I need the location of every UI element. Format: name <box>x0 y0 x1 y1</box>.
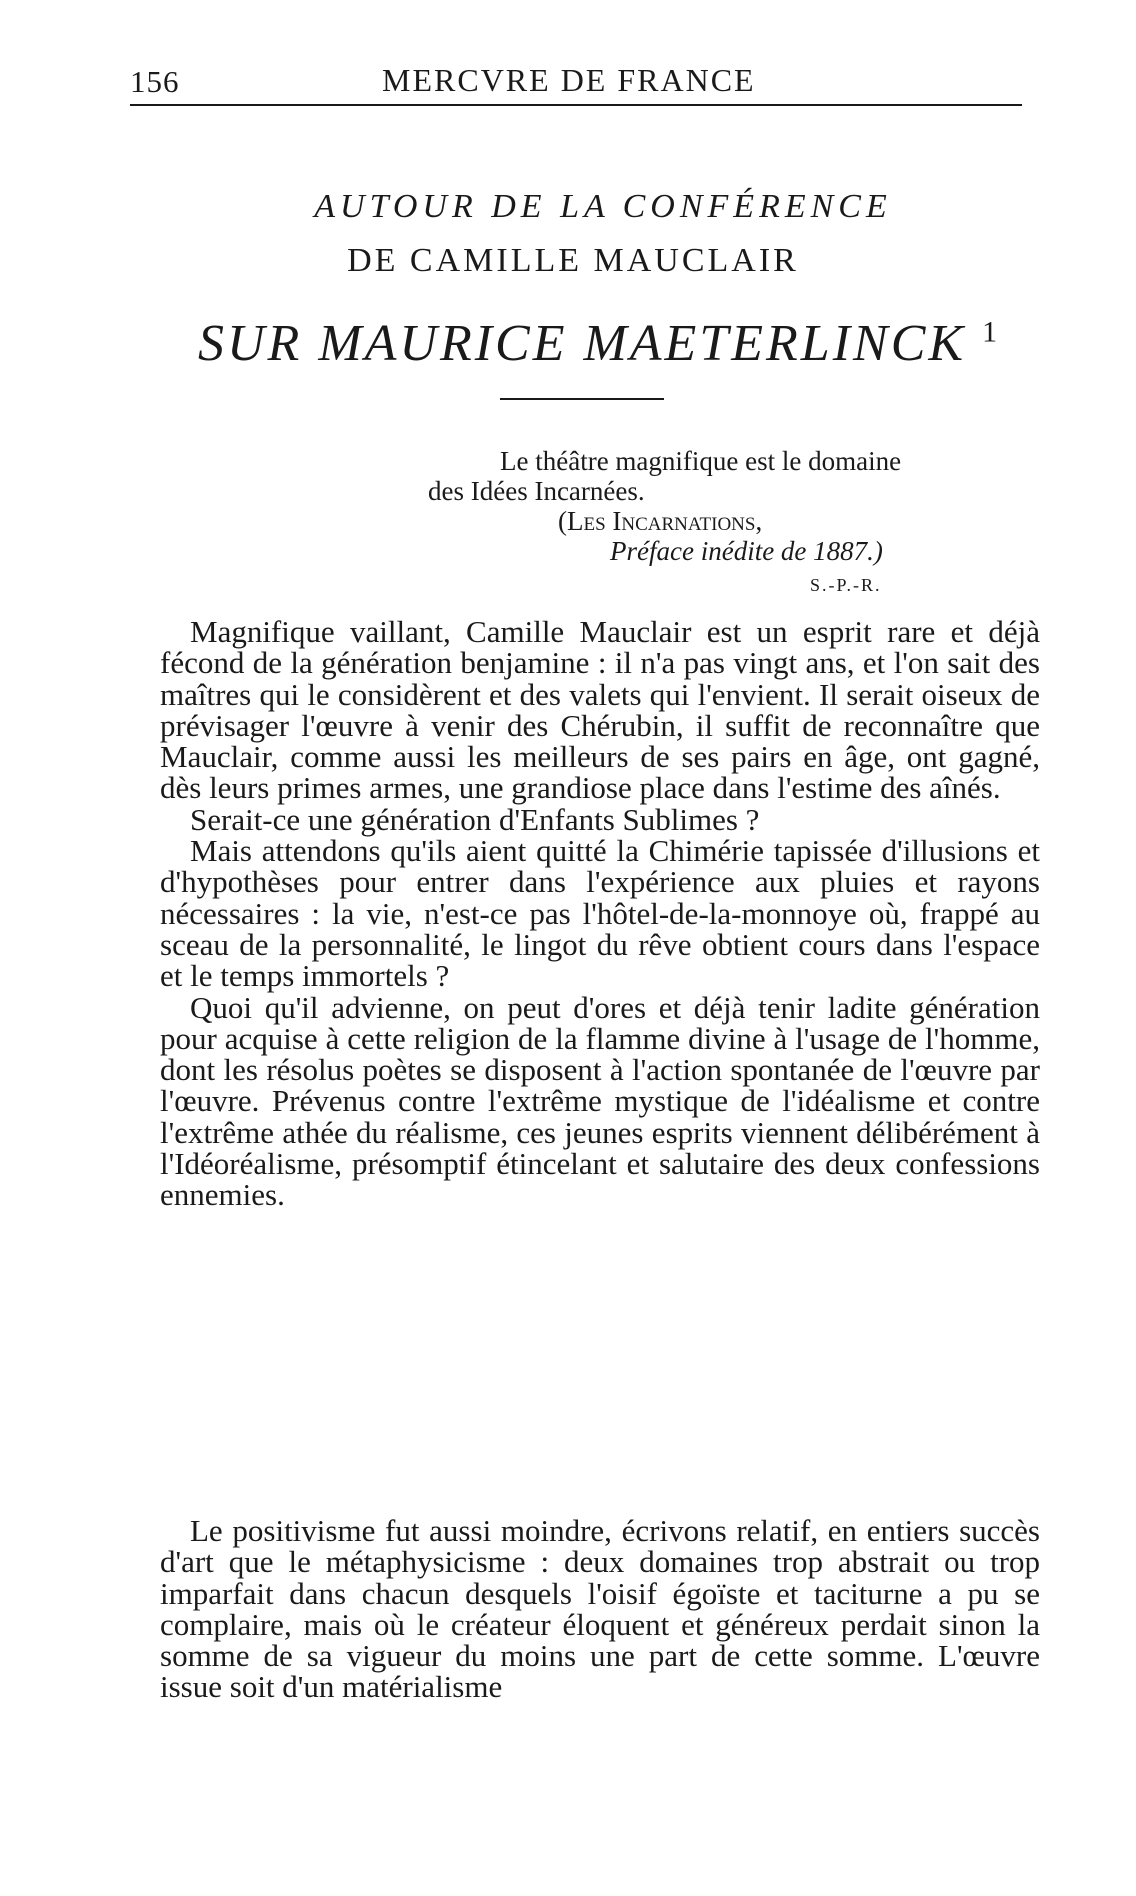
page-number: 156 <box>130 64 180 99</box>
epigraph-line-2: des Idées Incarnées. <box>428 476 645 506</box>
epigraph-source-detail: Préface inédite de 1887.) <box>610 536 883 566</box>
journal-name: MERCVRE DE FRANCE <box>382 62 756 98</box>
epigraph-source: (Les Incarnations, <box>558 506 763 536</box>
running-head <box>130 58 1020 110</box>
paragraph: Mais attendons qu'ils aient quitté la Chimérie tapissée d'illusions et d'hypothèses pour entrer dans l'expérience aux pluies et rayons nécessaires : la vie, n'est-ce pas l'hôtel-de-la-monnoye où, frappé au sceau de la personnalité, le lingot du rêve obtient cours dans l'espace et le temps immortels ? <box>160 833 1040 994</box>
article-title-line-2: DE CAMILLE MAUCLAIR <box>347 242 799 279</box>
paragraph: Quoi qu'il advienne, on peut d'ores et déjà tenir ladite génération pour acquise à cette religion de la flamme divine à l'usage de l'homme, dont les résolus poètes se disposent à l'action spontanée de l'œuvre par l'œuvre. Prévenus contre l'extrême mystique de l'idéalisme et contre l'extrême athée du réalisme, ces jeunes esprits viennent délibérément à l'Idéoréalisme, présomptif étincelant et salutaire des deux confessions ennemies. <box>160 989 1040 1213</box>
footnote-mark: 1 <box>982 315 1001 349</box>
paragraph: Magnifique vaillant, Camille Mauclair est un esprit rare et déjà fécond de la génération benjamine : il n'a pas vingt ans, et l'on sait des maîtres qui le considèrent et des valets qui l'envient. Il serait oiseux de prévisager l'œuvre à venir des Chérubin, il suffit de reconnaître que Mauclair, comme aussi les meilleurs de ses pairs en âge, ont gagné, dès leurs primes armes, une grandiose place dans l'estime des aînés. <box>160 614 1040 806</box>
body-text-section-2 <box>160 1515 1040 1703</box>
epigraph-line-1: Le théâtre magnifique est le domaine <box>500 446 902 476</box>
article-title-main: SUR MAURICE MAETERLINCK <box>198 315 967 372</box>
epigraph-signature: S.-P.-R. <box>810 575 882 595</box>
title-divider <box>500 398 664 400</box>
article-title-line-3 <box>198 314 1028 373</box>
header-rule <box>130 104 1022 106</box>
paragraph: Serait-ce une génération d'Enfants Sublimes ? <box>190 801 760 837</box>
body-text-section-1 <box>160 616 1040 1211</box>
paragraph: Le positivisme fut aussi moindre, écrivons relatif, en entiers succès d'art que le métaphysicisme : deux domaines trop abstrait ou trop imparfait dans chacun desquels l'oisif égoïste et taciturne a pu se complaire, mais où le créateur éloquent et généreux perdait sinon la somme de sa vigueur du moins une part de cette somme. L'œuvre issue soit d'un matérialisme <box>160 1513 1040 1705</box>
article-title-line-1: AUTOUR DE LA CONFÉRENCE <box>314 188 892 225</box>
